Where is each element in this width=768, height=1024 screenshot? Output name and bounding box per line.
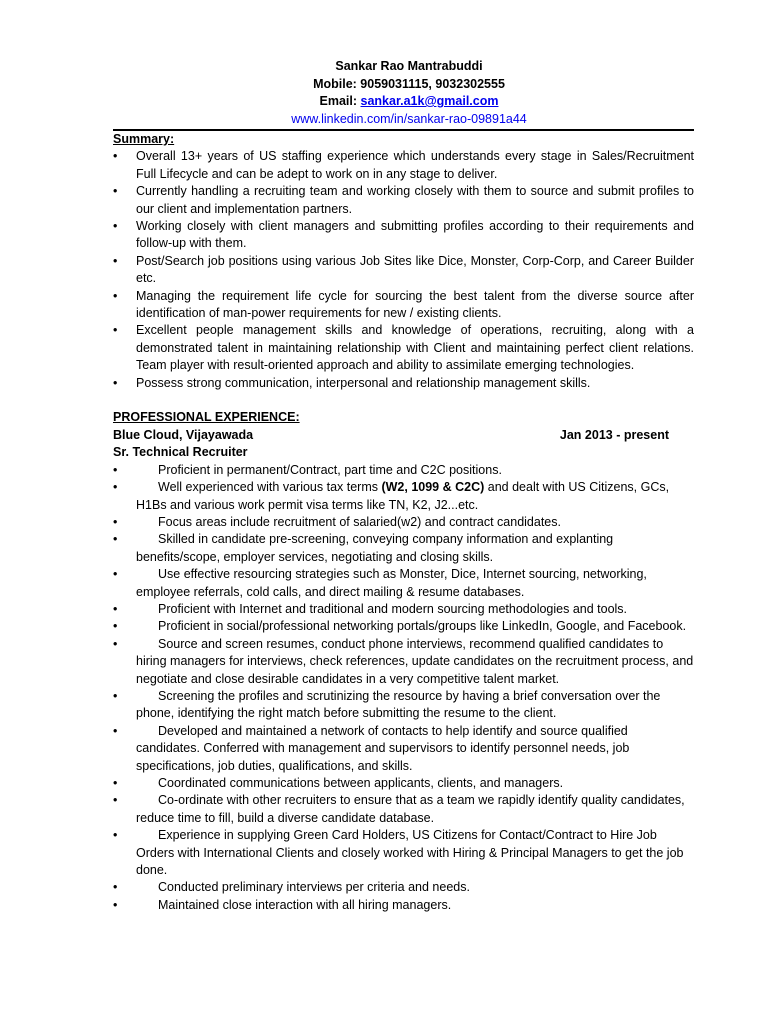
bullet-icon: •: [113, 723, 118, 738]
experience-item: • Maintained close interaction with all hiring managers.: [113, 897, 694, 914]
mobile-numbers: Mobile: 9059031115, 9032302555: [313, 76, 505, 91]
experience-item: • Proficient in social/professional networking portals/groups like LinkedIn, Google, and Facebook.: [113, 618, 694, 635]
experience-list: [113, 462, 694, 915]
bullet-icon: •: [113, 532, 118, 547]
bullet-icon: •: [113, 288, 118, 303]
job-dates: Jan 2013 - present: [559, 427, 669, 442]
resume-body: [113, 131, 694, 914]
experience-item: • Screening the profiles and scrutinizing the resource by having a brief conversation over the phone, identifying the right match before submitting the resume to the client.: [113, 688, 661, 721]
experience-item: • Co-ordinate with other recruiters to ensure that as a team we rapidly identify quality candidates, reduce time to fill, build a diverse candidate database.: [113, 793, 685, 825]
email-label: Email:: [319, 94, 361, 108]
email-line: [0, 93, 768, 111]
experience-item: • Source and screen resumes, conduct phone interviews, recommend qualified candidates to hiring managers for interviews, check references, update candidates on the recruitment process, and negotiate and close desirable candidates in a very competitive talent market.: [113, 636, 694, 686]
job-header: [113, 427, 694, 444]
experience-item: • Developed and maintained a network of contacts to help identify and source qualified candidates. Conferred with management and supervisors to identify personnel needs, job specifications, job duties, qualifications, and skills.: [113, 723, 630, 773]
email-link[interactable]: sankar.a1k@gmail.com: [360, 94, 499, 108]
bullet-icon: •: [113, 219, 118, 234]
experience-item: • Proficient in permanent/Contract, part time and C2C positions.: [113, 462, 694, 479]
experience-item: • Skilled in candidate pre-screening, conveying company information and explanting benefits/scope, employer services, negotiating and closing skills.: [113, 532, 614, 564]
experience-item: [113, 479, 694, 514]
summary-list: [113, 148, 694, 392]
bullet-icon: •: [113, 323, 118, 338]
summary-item: • Currently handling a recruiting team and working closely with them to source and submit profiles to our client and implementation partners.: [113, 184, 694, 216]
experience-item: • Focus areas include recruitment of salaried(w2) and contract candidates.: [113, 514, 694, 531]
bullet-icon: •: [113, 601, 118, 616]
resume-header: [0, 58, 768, 128]
bullet-icon: •: [113, 184, 118, 199]
summary-item: • Post/Search job positions using various Job Sites like Dice, Monster, Corp-Corp, and Career Builder etc.: [113, 253, 694, 286]
tax-terms-item: Well experienced with various tax terms (W2, 1099 & C2C) and dealt with US Citizens, GCs, H1Bs and various work permit visa terms like TN, K2, J2...etc.: [136, 480, 670, 512]
experience-item: • Conducted preliminary interviews per criteria and needs.: [113, 879, 694, 896]
experience-item: • Proficient with Internet and traditional and modern sourcing methodologies and tools.: [113, 601, 694, 618]
summary-item: • Managing the requirement life cycle for sourcing the best talent from the diverse source after identification of man-power requirements for new / existing clients.: [113, 288, 694, 321]
experience-item: • Use effective resourcing strategies such as Monster, Dice, Internet sourcing, networking, employee referrals, cold calls, and direct mailing & resume databases.: [113, 567, 647, 599]
bullet-icon: •: [113, 149, 118, 164]
candidate-name: Sankar Rao Mantrabuddi: [335, 59, 483, 73]
bullet-icon: •: [113, 688, 118, 703]
experience-heading: PROFESSIONAL EXPERIENCE:: [113, 410, 300, 425]
experience-item: • Coordinated communications between applicants, clients, and managers.: [113, 775, 694, 792]
job-role: Sr. Technical Recruiter: [113, 445, 248, 460]
bullet-icon: •: [113, 514, 118, 529]
tax-terms-bold: (W2, 1099 & C2C): [381, 480, 485, 495]
bullet-icon: •: [113, 776, 118, 791]
summary-item: • Possess strong communication, interpersonal and relationship management skills.: [113, 375, 694, 392]
bullet-icon: •: [113, 880, 118, 895]
bullet-icon: •: [113, 462, 118, 477]
bullet-icon: •: [113, 793, 118, 808]
summary-item: • Excellent people management skills and knowledge of operations, recruiting, along with a demonstrated talent in maintaining relationship with Client and maintaining perfect client relations. Team player with result-oriented approach and ability to assimilate emerging technologies.: [113, 323, 694, 373]
bullet-icon: •: [113, 480, 118, 495]
company-name: Blue Cloud, Vijayawada: [113, 427, 254, 442]
summary-item: • Overall 13+ years of US staffing experience which understands every stage in Sales/Recruitment Full Lifecycle and can be adept to work on in any stage to deliver.: [113, 149, 694, 181]
bullet-icon: •: [113, 567, 118, 582]
experience-item: • Experience in supplying Green Card Holders, US Citizens for Contact/Contract to Hire Job Orders with International Clients and closely worked with Hiring & Principal Managers to get the job done.: [113, 828, 684, 878]
summary-heading: Summary:: [113, 132, 175, 146]
bullet-icon: •: [113, 828, 118, 843]
bullet-icon: •: [113, 897, 118, 912]
summary-item: • Working closely with client managers and submitting profiles according to their requirements and follow-up with them.: [113, 219, 694, 251]
bullet-icon: •: [113, 375, 118, 390]
bullet-icon: •: [113, 636, 118, 651]
bullet-icon: •: [113, 253, 118, 268]
bullet-icon: •: [113, 619, 118, 634]
linkedin-link[interactable]: www.linkedin.com/in/sankar-rao-09891a44: [291, 111, 527, 126]
